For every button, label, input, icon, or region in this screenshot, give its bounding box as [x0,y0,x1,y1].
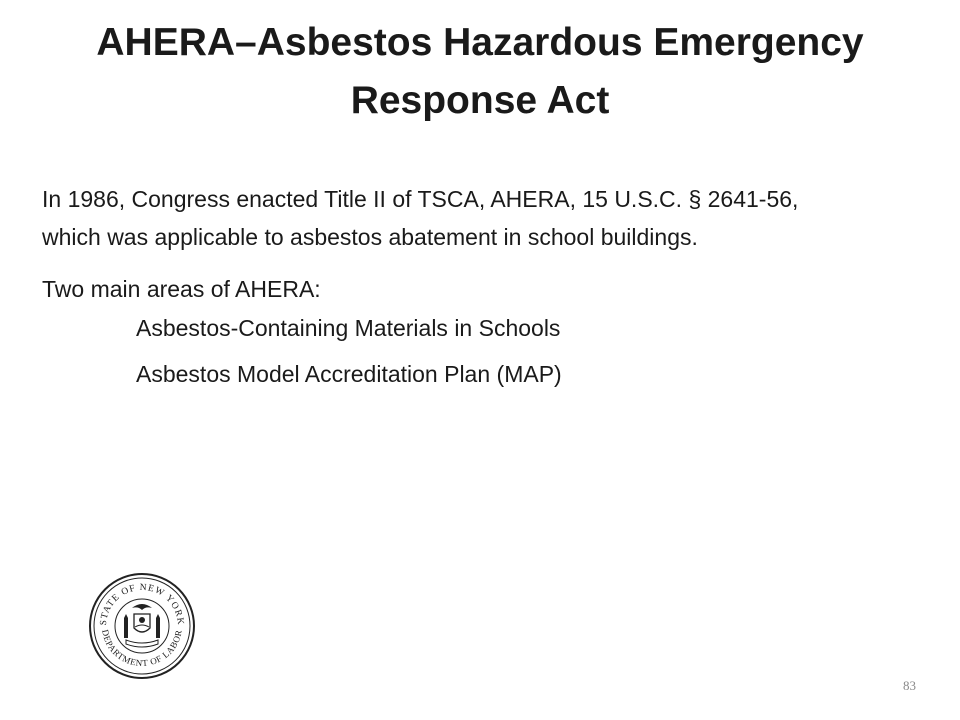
new-york-state-seal-icon [88,572,196,680]
seal-bottom-text: DEPARTMENT OF LABOR [100,628,184,669]
areas-heading: Two main areas of AHERA: [42,276,321,302]
intro-paragraph: In 1986, Congress enacted Title II of TSCA, AHERA, 15 U.S.C. § 2641-56, which was applicable to asbestos abatement in school buildings. [42,186,799,250]
seal-top-text: STATE OF NEW YORK [98,582,186,627]
area-item: Asbestos-Containing Materials in Schools [136,315,561,341]
slide-title: AHERA–Asbestos Hazardous Emergency Response Act [96,21,864,122]
page-number: 83 [903,678,916,693]
area-item: Asbestos Model Accreditation Plan (MAP) [136,361,562,387]
slide-body [42,180,902,400]
areas-list [42,308,902,394]
